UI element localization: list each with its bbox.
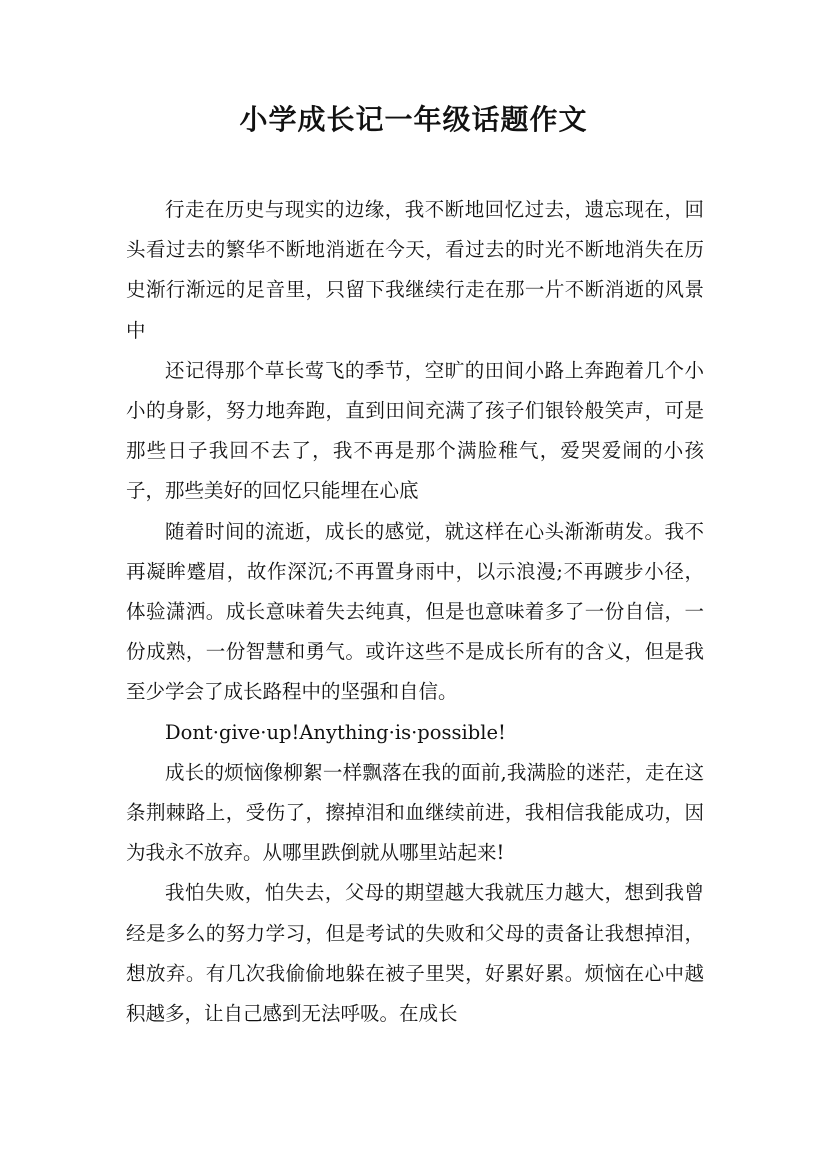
paragraph-4: Dont·give·up!Anything·is·possible! [165, 720, 506, 744]
paragraph-3: 随着时间的流逝，成长的感觉，就这样在心头渐渐萌发。我不再凝眸蹙眉，故作深沉;不再置身雨中，以示浪漫;不再踱步小径，体验潇洒。成长意味着失去纯真，但是也意味着多了一份自信，一份成熟，一份智慧和勇气。或许这些不是成长所有的含义，但是我至少学会了成长路程中的坚强和自信。 [126, 519, 704, 704]
paragraph-1: 行走在历史与现实的边缘，我不断地回忆过去，遗忘现在，回头看过去的繁华不断地消逝在今天，看过去的时光不断地消失在历史渐行渐远的足音里，只留下我继续行走在那一片不断消逝的风景中 [126, 198, 704, 342]
paragraph-6: 我怕失败，怕失去，父母的期望越大我就压力越大，想到我曾经是多么的努力学习，但是考试的失败和父母的责备让我想掉泪，想放弃。有几次我偷偷地躲在被子里哭，好累好累。烦恼在心中越积越多，让自己感到无法呼吸。在成长 [126, 881, 704, 1026]
paragraph-5: 成长的烦恼像柳絮一样飘落在我的面前,我满脸的迷茫，走在这条荆棘路上，受伤了，擦掉泪和血继续前进，我相信我能成功，因为我永不放弃。从哪里跌倒就从哪里站起来! [126, 760, 704, 865]
document-body [126, 190, 704, 1034]
paragraph-2: 还记得那个草长莺飞的季节，空旷的田间小路上奔跑着几个小小的身影，努力地奔跑，直到田间充满了孩子们银铃般笑声，可是那些日子我回不去了，我不再是那个满脸稚气，爱哭爱闹的小孩子，那些美好的回忆只能埋在心底 [126, 358, 704, 503]
document-title: 小学成长记一年级话题作文 [239, 103, 588, 136]
